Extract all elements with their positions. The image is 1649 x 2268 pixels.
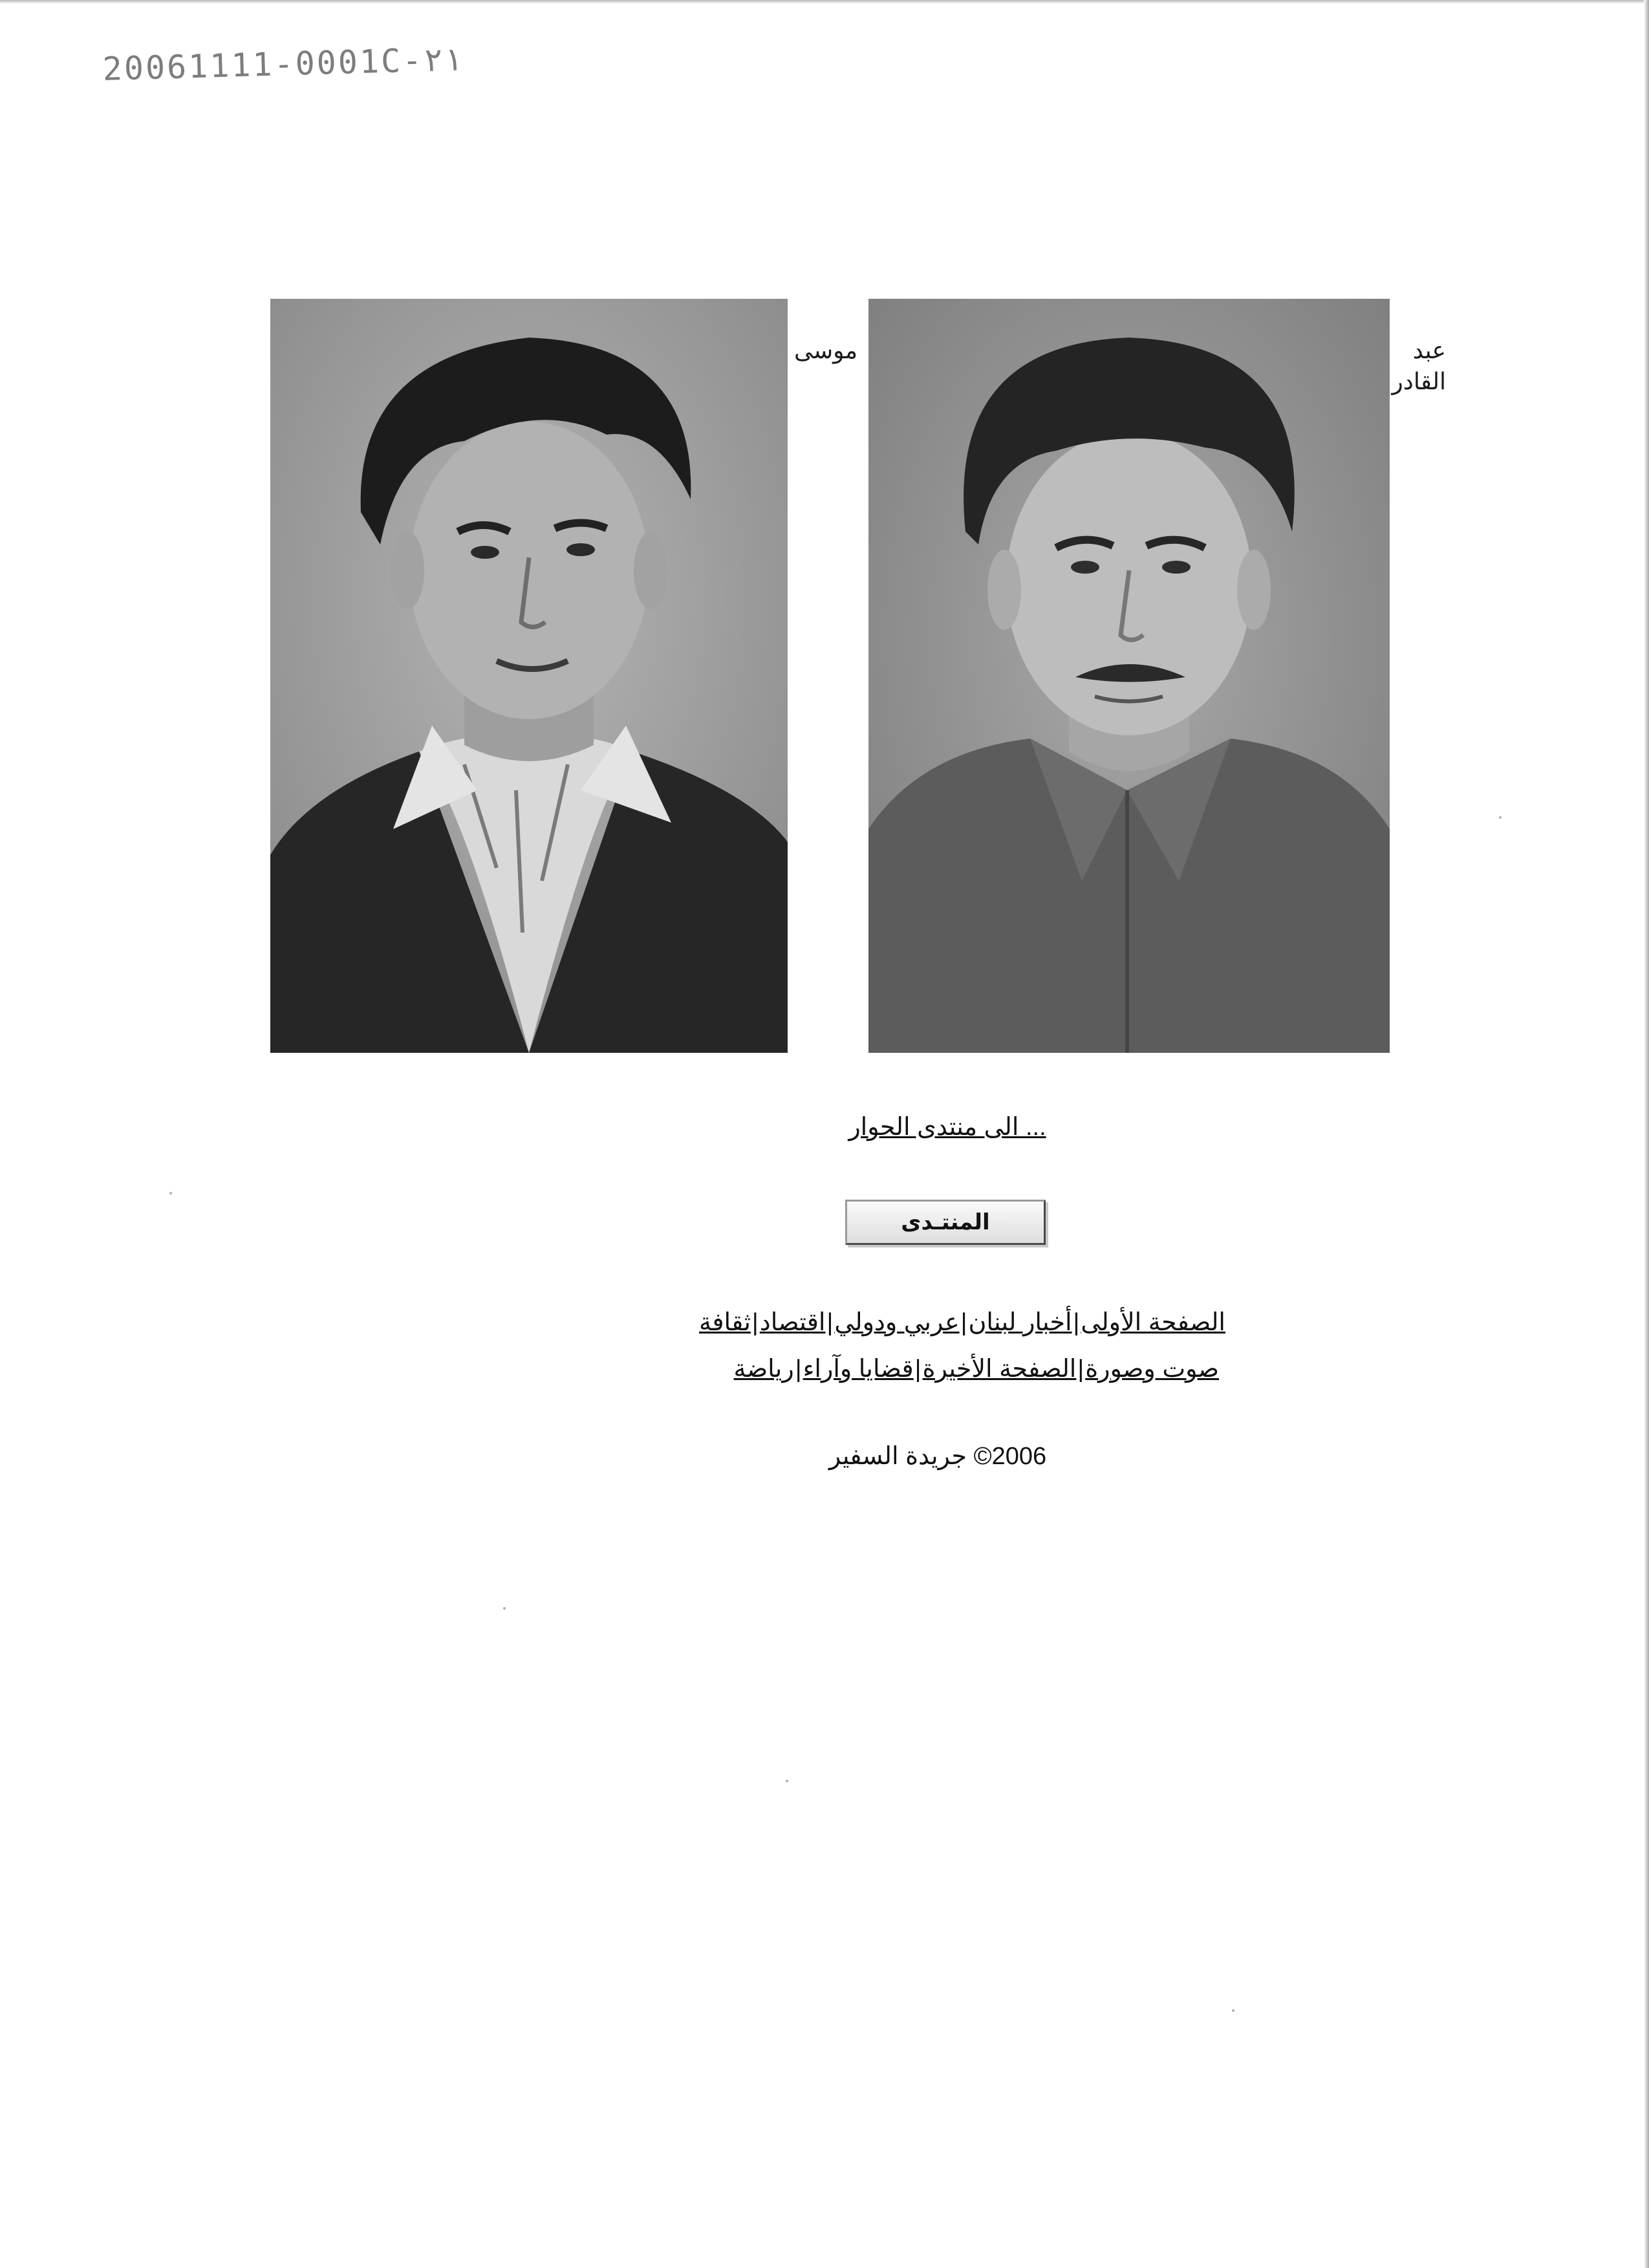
scan-edge-top	[0, 0, 1649, 4]
nav-separator: |	[960, 1309, 967, 1336]
nav-separator: |	[826, 1309, 834, 1336]
section-nav-row-1	[653, 1304, 1225, 1341]
nav-link-last-page[interactable]: الصفحة الأخيرة	[922, 1355, 1077, 1383]
nav-link-arab-international[interactable]: عربي ودولي	[834, 1309, 960, 1336]
portrait-caption-left	[788, 335, 857, 366]
scan-speck	[786, 1780, 788, 1782]
portrait-right-illustration	[868, 299, 1390, 1053]
nav-separator: |	[751, 1309, 759, 1336]
caption-right-line2: القادر	[1392, 368, 1446, 394]
nav-link-issues-opinions[interactable]: قضايا وآراء	[803, 1355, 914, 1383]
nav-link-culture[interactable]: ثقافة	[698, 1309, 751, 1336]
nav-separator: |	[1077, 1355, 1084, 1383]
portrait-photo-right	[868, 299, 1390, 1053]
portrait-photo-left	[270, 299, 788, 1053]
nav-link-sports[interactable]: رياضة	[733, 1355, 794, 1383]
nav-separator: |	[1073, 1309, 1080, 1336]
nav-link-audio-video[interactable]: صوت وصورة	[1085, 1355, 1219, 1383]
forum-dialogue-link[interactable]: ... الى منتدى الحوار	[848, 1114, 1046, 1141]
section-nav-row-2	[653, 1350, 1219, 1388]
handwritten-reference-code: 20061111-0001C-٢١	[102, 40, 464, 88]
scan-edge-right	[1644, 0, 1649, 2268]
copyright-notice: 2006© جريدة السفير	[828, 1443, 1047, 1470]
nav-link-lebanon-news[interactable]: أخبار لبنان	[968, 1309, 1072, 1336]
portrait-left-illustration	[270, 299, 788, 1053]
nav-separator: |	[914, 1355, 921, 1383]
caption-right-line1: عبد	[1412, 337, 1446, 363]
nav-link-front-page[interactable]: الصفحة الأولى	[1081, 1309, 1225, 1336]
nav-link-economy[interactable]: اقتصاد	[759, 1309, 826, 1336]
portrait-caption-right	[1392, 335, 1446, 397]
scan-speck	[1499, 816, 1502, 819]
scan-speck	[503, 1607, 506, 1610]
scan-speck	[169, 1192, 172, 1194]
forum-button[interactable]: المنتـدى	[845, 1200, 1046, 1245]
nav-separator: |	[795, 1355, 802, 1383]
scan-speck	[1232, 2009, 1234, 2012]
caption-left-name: موسى	[793, 337, 857, 363]
